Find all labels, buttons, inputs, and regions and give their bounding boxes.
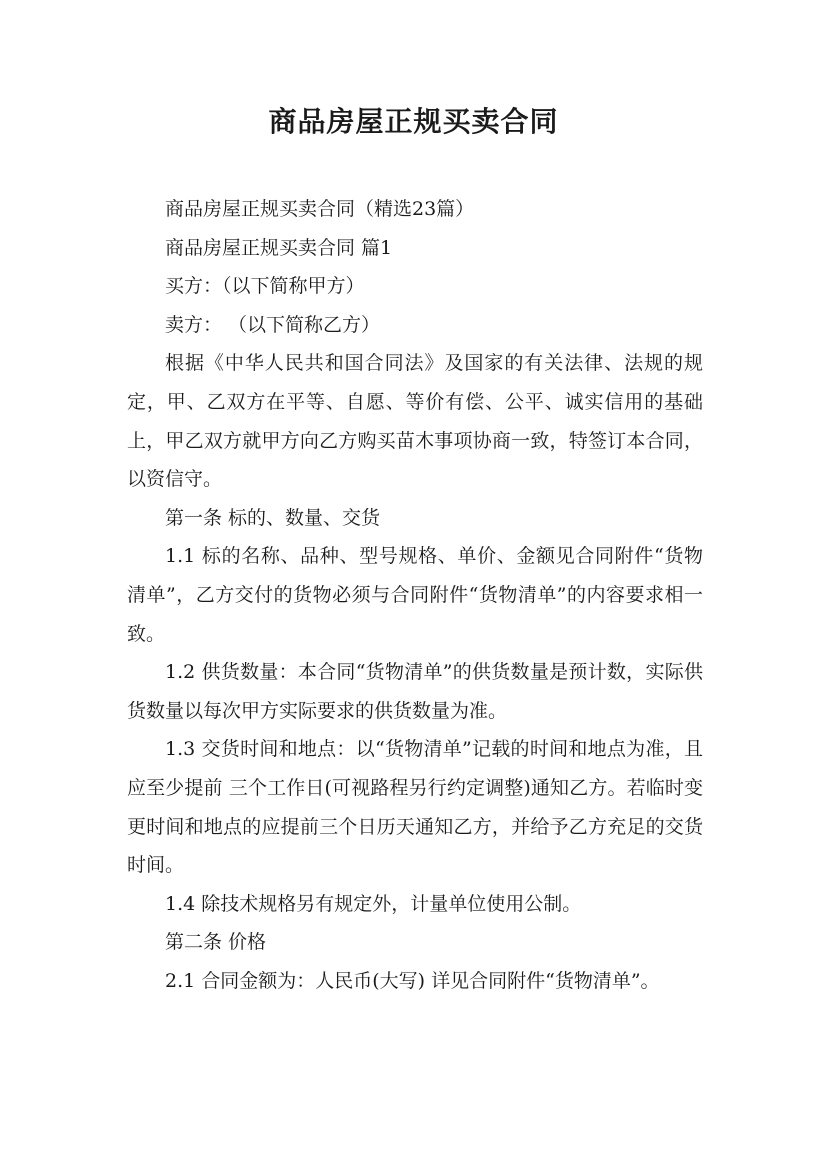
paragraph-subtitle: 商品房屋正规买卖合同（精选23篇） <box>165 198 475 220</box>
document-body <box>127 190 703 1000</box>
document-title: 商品房屋正规买卖合同 <box>268 105 559 138</box>
paragraph-clause-1-3: 1.3 交货时间和地点：以“货物清单”记载的时间和地点为准，且应至少提前 三个工作日(可视路程另行约定调整)通知乙方。若临时变更时间和地点的应提前三个日历天通知乙方，并给予乙方充足的交货时间。 <box>127 738 703 877</box>
paragraph-section-heading: 商品房屋正规买卖合同 篇1 <box>165 236 393 259</box>
paragraph-clause-1-4: 1.4 除技术规格另有规定外，计量单位使用公制。 <box>165 892 582 915</box>
paragraph-preamble: 根据《中华人民共和国合同法》及国家的有关法律、法规的规定，甲、乙双方在平等、自愿、等价有偿、公平、诚实信用的基础上，甲乙双方就甲方向乙方购买苗木事项协商一致，特签订本合同，以资信守。 <box>127 352 703 491</box>
paragraph-clause-1-2: 1.2 供货数量：本合同“货物清单”的供货数量是预计数，实际供货数量以每次甲方实际要求的供货数量为准。 <box>127 661 703 722</box>
paragraph-article-1-heading: 第一条 标的、数量、交货 <box>165 506 381 529</box>
paragraph-clause-1-1: 1.1 标的名称、品种、型号规格、单价、金额见合同附件“货物清单”，乙方交付的货物必须与合同附件“货物清单”的内容要求相一致。 <box>127 545 703 645</box>
paragraph-article-2-heading: 第二条 价格 <box>165 931 267 954</box>
paragraph-clause-2-1: 2.1 合同金额为：人民币(大写) 详见合同附件“货物清单”。 <box>165 969 660 992</box>
paragraph-seller: 卖方： （以下简称乙方） <box>165 313 381 336</box>
paragraph-buyer: 买方：（以下简称甲方） <box>165 275 365 298</box>
